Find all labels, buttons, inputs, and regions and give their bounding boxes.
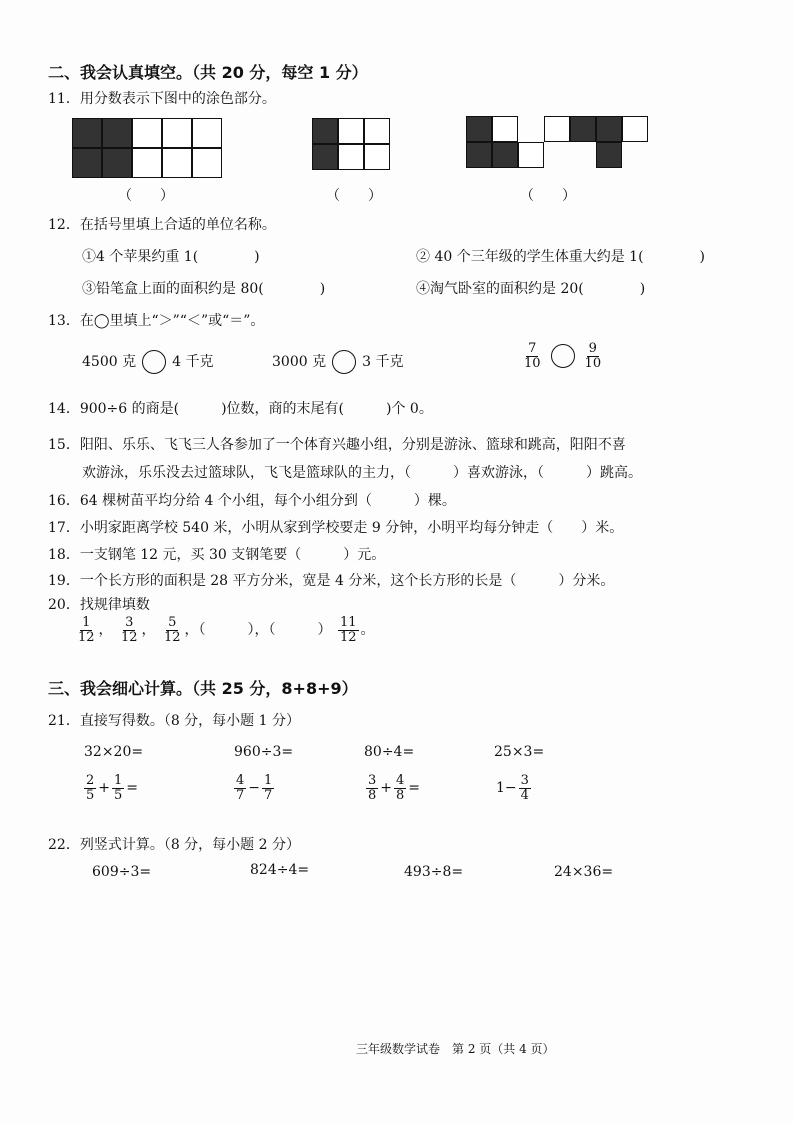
q22-item-2[interactable]: 824÷4= <box>250 862 310 878</box>
q20-text: 20．找规律填数 <box>48 597 150 613</box>
q12-item-1[interactable]: ①4 个苹果约重 1( ) <box>82 249 260 265</box>
q13-compare-1 <box>82 350 213 374</box>
q11-figure-3 <box>466 116 648 168</box>
q16-text[interactable]: 16．64 棵树苗平均分给 4 个小组，每个小组分到（ ）棵。 <box>48 493 456 509</box>
q12-item-4[interactable]: ④淘气卧室的面积约是 20( ) <box>416 281 646 297</box>
section3-heading: 三、我会细心计算。（共 25 分，8+8+9） <box>48 679 358 698</box>
section2-heading: 二、我会认真填空。（共 20 分，每空 1 分） <box>48 63 368 82</box>
q11-figure-2 <box>312 118 390 170</box>
q13-compare-2 <box>272 350 403 374</box>
q21-text: 21．直接写得数。（8 分，每小题 1 分） <box>48 713 300 729</box>
q21-item-4[interactable]: 25×3= <box>494 744 545 760</box>
q13-circle-1[interactable] <box>142 350 166 374</box>
q15-line2[interactable]: 欢游泳，乐乐没去过篮球队，飞飞是篮球队的主力，（ ）喜欢游泳，（ ）跳高。 <box>82 465 642 481</box>
q11-figure-1 <box>72 118 222 178</box>
q21-item-7[interactable]: $\frac{3}{8}$ + $\frac{4}{8}$ = <box>368 773 421 803</box>
q21-item-8[interactable]: 1− $\frac{3}{4}$ <box>496 773 529 803</box>
q21-item-3[interactable]: 80÷4= <box>364 744 415 760</box>
q13-compare-3 <box>520 342 605 370</box>
page-footer: 三年级数学试卷 第 2 页（共 4 页） <box>356 1042 555 1056</box>
q22-item-3[interactable]: 493÷8= <box>404 864 464 880</box>
q17-text[interactable]: 17．小明家距离学校 540 米，小明从家到学校要走 9 分钟，小明平均每分钟走（ ）米。 <box>48 520 624 536</box>
q13-text: 13．在◯里填上“＞”“＜”或“＝”。 <box>48 313 265 329</box>
q21-item-6[interactable]: $\frac{4}{7}$ − $\frac{1}{7}$ <box>236 773 273 803</box>
q13-pair2-right: 3 千克 <box>362 354 404 370</box>
q13-pair2-left: 3000 克 <box>272 354 327 370</box>
q21-item-1[interactable]: 32×20= <box>84 744 144 760</box>
q22-text: 22．列竖式计算。（8 分，每小题 2 分） <box>48 837 300 853</box>
q11-answer-1[interactable]: （ ） <box>118 188 174 204</box>
q13-pair1-right: 4 千克 <box>172 354 214 370</box>
q21-item-2[interactable]: 960÷3= <box>234 744 294 760</box>
q12-item-2[interactable]: ② 40 个三年级的学生体重大约是 1( ) <box>416 249 705 265</box>
q13-circle-2[interactable] <box>332 350 356 374</box>
q19-text[interactable]: 19．一个长方形的面积是 28 平方分米，宽是 4 分米，这个长方形的长是（ ）分米。 <box>48 573 615 589</box>
q21-item-5[interactable]: $\frac{2}{5}$ + $\frac{1}{5}$ = <box>86 773 139 803</box>
q18-text[interactable]: 18．一支钢笔 12 元，买 30 支钢笔要（ ）元。 <box>48 547 386 563</box>
q13-pair1-left: 4500 克 <box>82 354 137 370</box>
q20-sequence[interactable]: $\frac{1}{12}$ ， $\frac{3}{12}$ ， $\frac{5}{12}$ ，（ ），（ ） $\frac{11}{12}$ 。 <box>78 615 375 645</box>
q12-text: 12．在括号里填上合适的单位名称。 <box>48 217 276 233</box>
q13-frac-1: $\frac{7}{10}$ <box>524 341 541 371</box>
q15-line1: 15．阳阳、乐乐、飞飞三人各参加了一个体育兴趣小组，分别是游泳、篮球和跳高，阳阳不喜 <box>48 437 626 453</box>
q22-item-1[interactable]: 609÷3= <box>92 864 152 880</box>
q11-answer-3[interactable]: （ ） <box>520 188 576 204</box>
q13-frac-2: $\frac{9}{10}$ <box>584 341 602 371</box>
q22-item-4[interactable]: 24×36= <box>554 864 614 880</box>
q12-item-3[interactable]: ③铅笔盒上面的面积约是 80( ) <box>82 281 326 297</box>
q11-answer-2[interactable]: （ ） <box>326 188 382 204</box>
q13-circle-3[interactable] <box>551 344 575 368</box>
q11-text: 11．用分数表示下图中的涂色部分。 <box>48 91 276 107</box>
q14-text[interactable]: 14．900÷6 的商是( )位数，商的末尾有( )个 0。 <box>48 401 433 417</box>
